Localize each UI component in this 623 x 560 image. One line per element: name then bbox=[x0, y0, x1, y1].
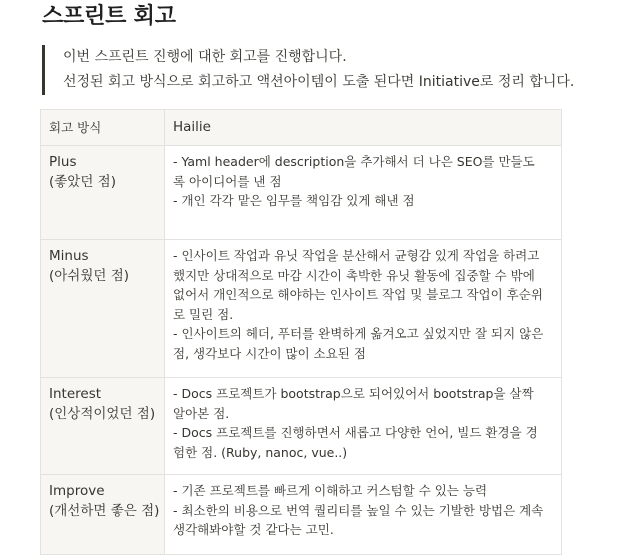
category-cell[interactable] bbox=[41, 378, 165, 475]
item-text: - 인사이트의 헤더, 푸터를 완벽하게 옮겨오고 싶었지만 잘 되지 않은 bbox=[173, 326, 544, 341]
content-cell[interactable] bbox=[165, 378, 562, 475]
item-text: - 기존 프로젝트를 빠르게 이해하고 커스텀할 수 있는 능력 bbox=[173, 483, 488, 498]
item-text: 생각해봐야할 것 같다는 고민. bbox=[173, 522, 334, 537]
header-retro-method[interactable]: 회고 방식 bbox=[41, 110, 165, 146]
category-note: (아쉬웠던 점) bbox=[49, 267, 130, 284]
content-cell[interactable] bbox=[165, 240, 562, 378]
content-cell[interactable] bbox=[165, 475, 562, 555]
list-item bbox=[173, 481, 561, 501]
item-text: 했지만 상대적으로 마감 시간이 촉박한 유닛 활동에 집중할 수 밖에 bbox=[173, 267, 535, 283]
item-text: 록 아이디어를 낸 점 bbox=[173, 173, 282, 189]
category-name: Minus bbox=[49, 248, 89, 264]
table-row bbox=[41, 475, 562, 555]
content-cell[interactable] bbox=[165, 146, 562, 240]
list-item bbox=[173, 384, 561, 423]
list-item bbox=[173, 501, 561, 540]
list-item bbox=[173, 152, 561, 191]
table-row bbox=[41, 146, 562, 240]
item-text: - Yaml header에 description을 추가해서 더 나은 SEO를 만들도 bbox=[173, 154, 535, 169]
item-text: 점, 생각보다 시간이 많이 소요된 점 bbox=[173, 345, 366, 361]
item-text: 알아본 점. bbox=[173, 405, 230, 421]
category-name: Improve bbox=[49, 483, 105, 499]
item-text: 없어서 개인적으로 해야하는 인사이트 작업 및 블로그 작업이 후순위 bbox=[173, 287, 543, 302]
list-item bbox=[173, 423, 561, 462]
item-text: 로 밀린 점. bbox=[173, 306, 234, 322]
category-note: (개선하면 좋은 점) bbox=[49, 502, 160, 519]
retro-table bbox=[40, 109, 562, 555]
page-title: 스프린트 회고 bbox=[42, 4, 176, 29]
table-header-row bbox=[41, 110, 562, 146]
item-text: - 개인 각각 맡은 임무를 책임감 있게 해낸 점 bbox=[173, 193, 415, 208]
category-name: Interest bbox=[49, 386, 102, 402]
list-item bbox=[173, 246, 561, 324]
category-note: (인상적이었던 점) bbox=[49, 405, 156, 422]
list-item bbox=[173, 191, 561, 211]
item-text: 험한 점. (Ruby, nanoc, vue..) bbox=[173, 444, 348, 460]
table-row bbox=[41, 240, 562, 378]
category-cell[interactable] bbox=[41, 240, 165, 378]
category-cell[interactable] bbox=[41, 475, 165, 555]
list-item bbox=[173, 324, 561, 363]
header-person[interactable]: Hailie bbox=[165, 110, 562, 146]
intro-line: 선정된 회고 방식으로 회고하고 액션아이템이 도출 된다면 Initiative로 정리 합니다. bbox=[63, 74, 575, 90]
item-text: - 최소한의 비용으로 번역 퀄리티를 높일 수 있는 기발한 방법은 계속 bbox=[173, 502, 544, 518]
category-note: (좋았던 점) bbox=[49, 173, 116, 190]
intro-callout bbox=[42, 45, 602, 95]
table-row bbox=[41, 378, 562, 475]
category-name: Plus bbox=[49, 154, 77, 170]
item-text: - Docs 프로젝트가 bootstrap으로 되어있어서 bootstrap을 살짝 bbox=[173, 386, 534, 401]
item-text: - Docs 프로젝트를 진행하면서 새롭고 다양한 언어, 빌드 환경을 경 bbox=[173, 425, 538, 440]
intro-line: 이번 스프린트 진행에 대한 회고를 진행합니다. bbox=[63, 49, 347, 65]
item-text: - 인사이트 작업과 유닛 작업을 분산해서 균형감 있게 작업을 하려고 bbox=[173, 248, 540, 263]
category-cell[interactable] bbox=[41, 146, 165, 240]
